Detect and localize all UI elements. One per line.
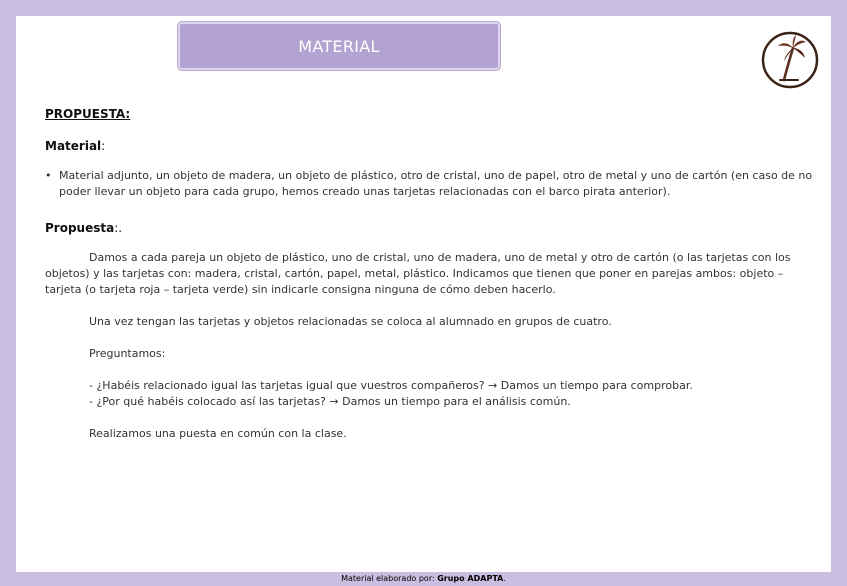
question-2: - ¿Por qué habéis colocado así las tarjetas? → Damos un tiempo para el análisis común. bbox=[89, 395, 571, 408]
footer-credit: Material elaborado por: Grupo ADAPTA. bbox=[341, 574, 506, 583]
paragraph-1: Damos a cada pareja un objeto de plástico, uno de cristal, uno de madera, uno de metal y otro de cartón (o las tarjetas con los objetos) y las tarjetas con: madera, cristal, cartón, papel, metal, plástico. Indicamos que tienen que poner en parejas ambos: objeto – tarjeta (o tarjeta roja – tarjeta verde) sin indicarle consigna ninguna de cómo deben hacerlo. bbox=[45, 251, 791, 296]
palm-tree-circle-icon bbox=[760, 30, 820, 90]
section-title: PROPUESTA: bbox=[45, 107, 131, 121]
page-title-tab bbox=[178, 22, 500, 70]
material-heading: Material: bbox=[45, 139, 106, 153]
paragraph-4: Realizamos una puesta en común con la clase. bbox=[89, 427, 347, 440]
page bbox=[16, 16, 831, 583]
paragraph-2: Una vez tengan las tarjetas y objetos relacionadas se coloca al alumnado en grupos de cuatro. bbox=[89, 315, 612, 328]
questions-list bbox=[45, 378, 815, 410]
material-bullet bbox=[45, 168, 815, 200]
propuesta-heading: Propuesta:. bbox=[45, 221, 123, 235]
bullet-dot: • bbox=[45, 169, 52, 182]
paragraph-3: Preguntamos: bbox=[89, 347, 166, 360]
material-bullet-text: Material adjunto, un objeto de madera, un objeto de plástico, otro de cristal, uno de papel, otro de metal y uno de cartón (en caso de no poder llevar un objeto para cada grupo, hemos creado unas tarjetas relacionadas con el barco pirata anterior). bbox=[59, 169, 813, 198]
page-title: MATERIAL bbox=[298, 36, 380, 56]
main-content bbox=[45, 106, 815, 458]
question-1: - ¿Habéis relacionado igual las tarjetas igual que vuestros compañeros? → Damos un tiempo para comprobar. bbox=[89, 379, 693, 392]
